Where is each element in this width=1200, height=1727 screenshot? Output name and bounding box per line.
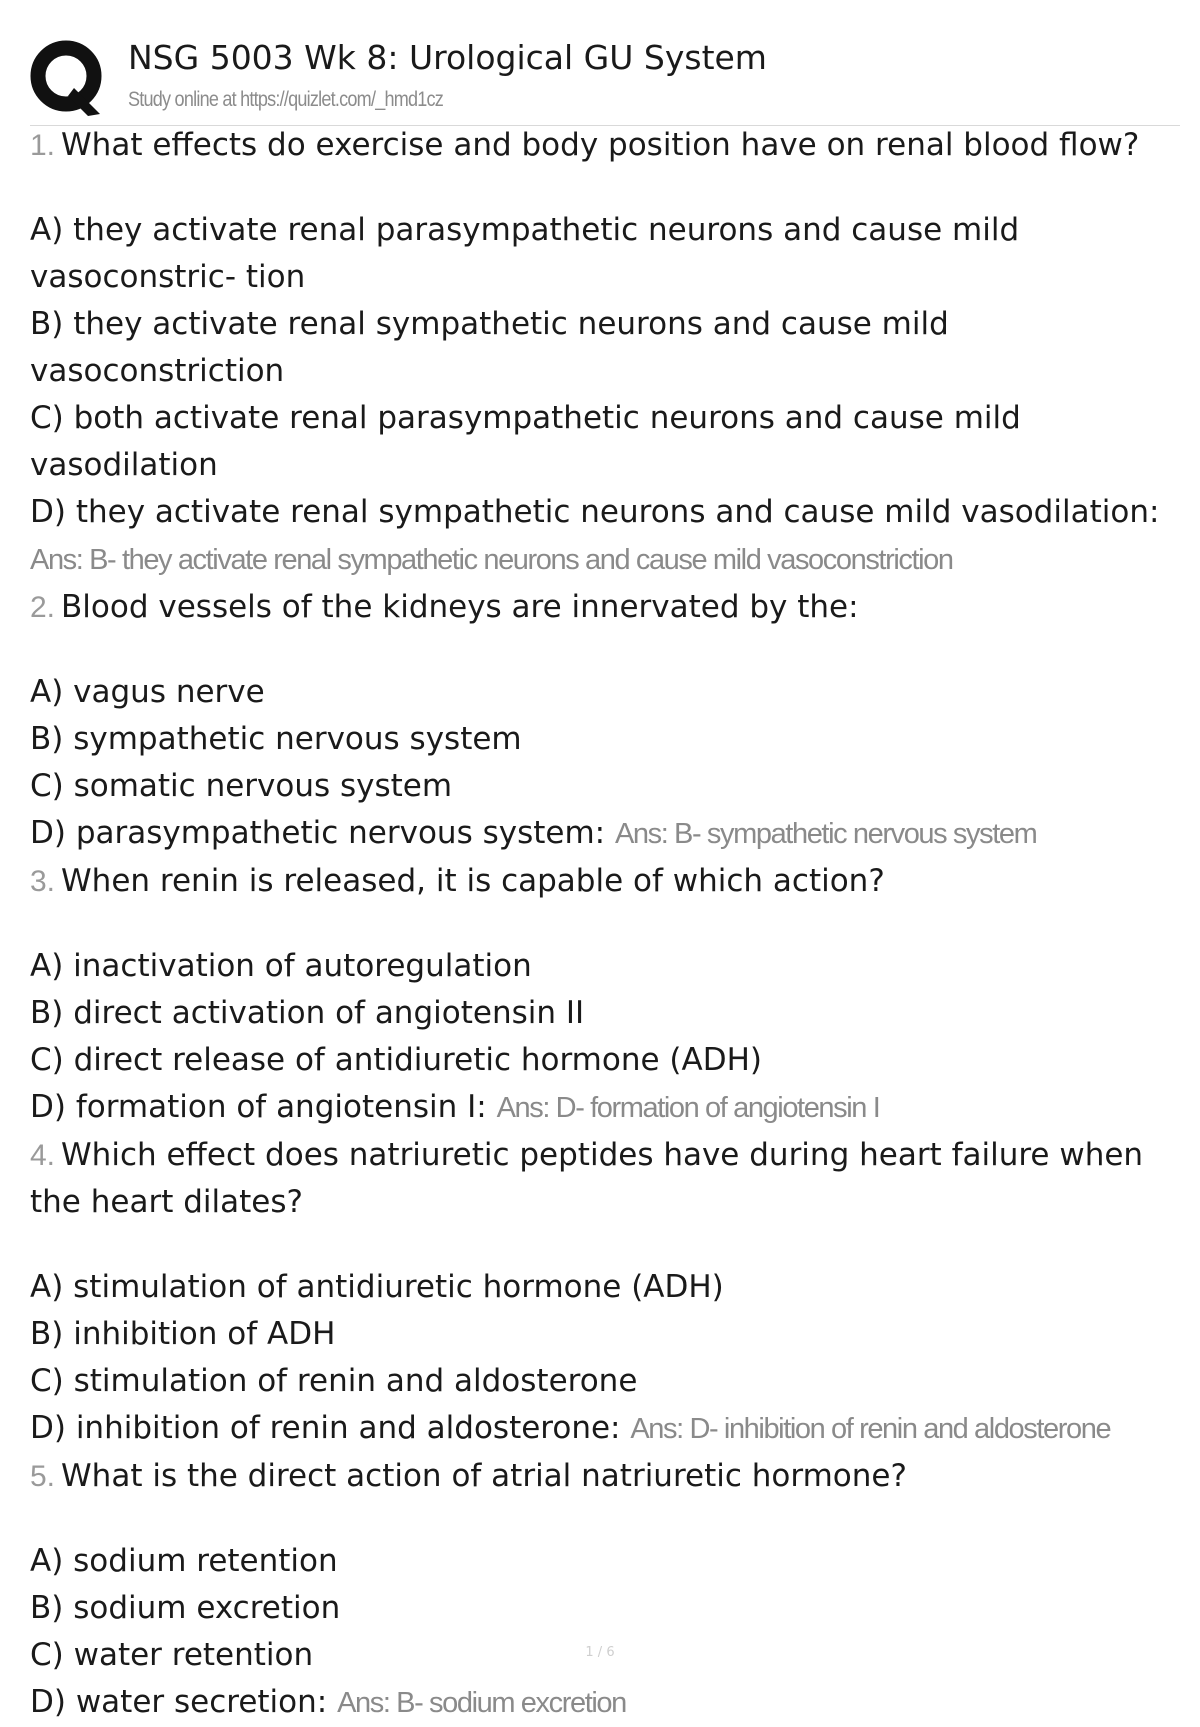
answer-text: Ans: B- sodium excretion (337, 1687, 626, 1719)
question-2 (30, 584, 1180, 631)
question-number: 2. (30, 591, 56, 624)
answer-text: Ans: D- formation of angiotensin I (496, 1092, 880, 1124)
option-b: B) inhibition of ADH (30, 1316, 336, 1352)
option-a: A) they activate renal parasympathetic neurons and cause mild vasoconstric- tion (30, 212, 1020, 295)
option-d: D) inhibition of renin and aldosterone: (30, 1410, 621, 1446)
option-b: B) sodium excretion (30, 1590, 341, 1626)
question-number: 1. (30, 129, 56, 162)
option-a: A) vagus nerve (30, 674, 265, 710)
option-c: C) direct release of antidiuretic hormone (ADH) (30, 1042, 762, 1078)
option-d: D) formation of angiotensin I: (30, 1089, 487, 1125)
question-list (30, 122, 1180, 1727)
study-online-link[interactable]: Study online at https://quizlet.com/_hmd1cz (128, 88, 444, 111)
question-text: Blood vessels of the kidneys are innervated by the: (61, 589, 859, 625)
answer-text: Ans: D- inhibition of renin and aldosterone (630, 1413, 1111, 1445)
option-d-with-answer (30, 1679, 1180, 1727)
option-b: B) they activate renal sympathetic neurons and cause mild vasoconstriction (30, 306, 949, 389)
option-a: A) sodium retention (30, 1543, 338, 1579)
question-text: What is the direct action of atrial natriuretic hormone? (61, 1458, 907, 1494)
option-d-with-answer (30, 1084, 1180, 1132)
option-c: C) water retention (30, 1637, 314, 1673)
option-c: C) somatic nervous system (30, 768, 453, 804)
option-d: D) parasympathetic nervous system: (30, 815, 606, 851)
page-number: 1 / 6 (585, 1645, 615, 1660)
question-5 (30, 1453, 1180, 1500)
option-a: A) inactivation of autoregulation (30, 948, 532, 984)
document-title: NSG 5003 Wk 8: Urological GU System (128, 38, 767, 77)
option-c: C) both activate renal parasympathetic neurons and cause mild vasodilation (30, 400, 1021, 483)
question-number: 3. (30, 865, 56, 898)
question-text: When renin is released, it is capable of which action? (61, 863, 885, 899)
question-text: What effects do exercise and body position have on renal blood flow? (61, 127, 1140, 163)
document-header (30, 30, 1180, 126)
option-a: A) stimulation of antidiuretic hormone (ADH) (30, 1269, 724, 1305)
option-d-with-answer (30, 1405, 1180, 1453)
option-c: C) stimulation of renin and aldosterone (30, 1363, 638, 1399)
quizlet-q-logo-icon (30, 38, 140, 120)
question-1 (30, 122, 1180, 169)
option-b: B) direct activation of angiotensin II (30, 995, 585, 1031)
answer-text: Ans: B- they activate renal sympathetic neurons and cause mild vasoconstriction (30, 544, 953, 576)
answer-text: Ans: B- sympathetic nervous system (614, 818, 1037, 850)
option-d: D) water secretion: (30, 1684, 328, 1720)
option-d-with-answer (30, 810, 1180, 858)
option-b: B) sympathetic nervous system (30, 721, 522, 757)
question-number: 5. (30, 1460, 56, 1493)
question-3 (30, 858, 1180, 905)
option-d-with-answer (30, 489, 1180, 584)
question-4 (30, 1132, 1180, 1226)
question-number: 4. (30, 1139, 56, 1172)
question-text: Which effect does natriuretic peptides have during heart failure when the heart dilates? (30, 1137, 1144, 1220)
option-d: D) they activate renal sympathetic neurons and cause mild vasodilation: (30, 494, 1160, 530)
